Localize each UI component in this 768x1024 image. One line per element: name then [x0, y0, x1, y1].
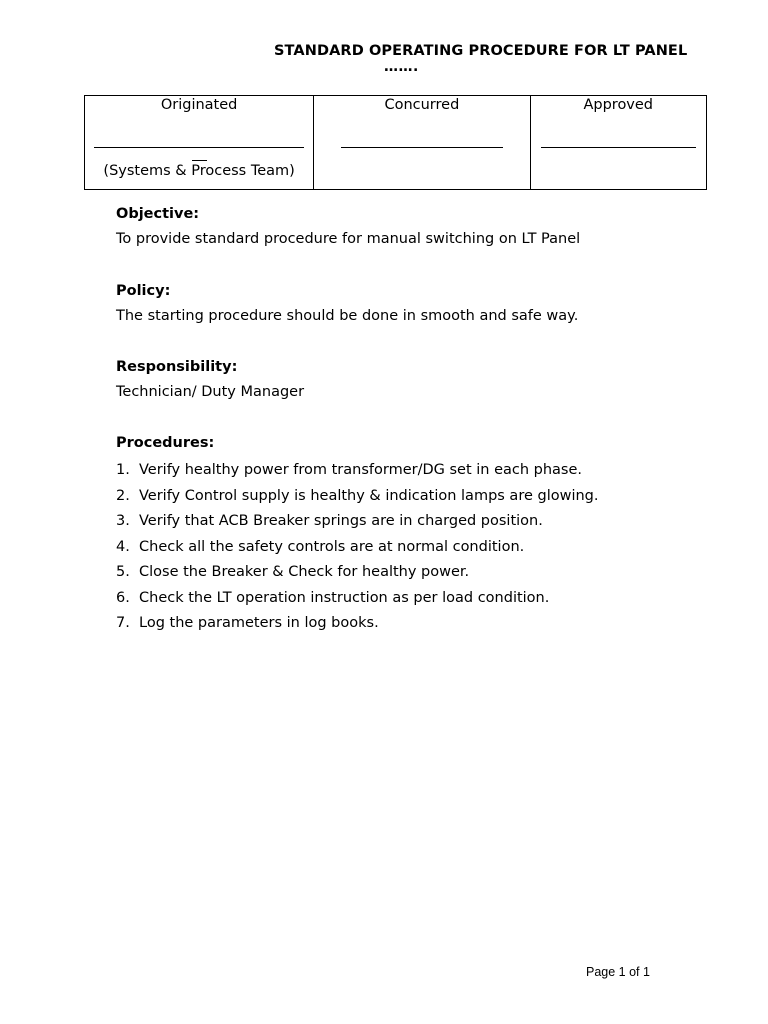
procedure-text: Check all the safety controls are at normal condition. [139, 538, 525, 555]
procedure-list [116, 460, 599, 639]
objective-text: To provide standard procedure for manual switching on LT Panel [116, 231, 581, 247]
procedure-item [116, 537, 599, 563]
approved-signature-line [541, 147, 696, 148]
approved-cell [530, 96, 706, 190]
procedure-text: Verify healthy power from transformer/DG set in each phase. [139, 462, 583, 478]
title-ellipsis: ……. [384, 59, 419, 75]
procedure-item [116, 511, 599, 537]
originated-label: Originated [160, 97, 238, 113]
procedure-text: Verify Control supply is healthy & indication lamps are glowing. [139, 487, 599, 504]
procedure-number: 2. [116, 487, 130, 504]
originated-signature-line [94, 147, 304, 148]
originated-team-note: (Systems & Process Team) [103, 163, 295, 179]
originated-cell [85, 96, 314, 190]
procedure-number: 4. [116, 538, 130, 555]
page-title: STANDARD OPERATING PROCEDURE FOR LT PANEL [274, 43, 688, 59]
procedure-item [116, 613, 599, 639]
procedure-number: 1. [116, 462, 130, 478]
responsibility-heading: Responsibility: [116, 359, 238, 375]
approval-table [84, 95, 707, 190]
procedure-item [116, 460, 599, 486]
concurred-signature-line [341, 147, 502, 148]
procedures-heading: Procedures: [116, 435, 215, 451]
policy-heading: Policy: [116, 283, 171, 299]
procedure-item [116, 486, 599, 512]
procedure-item [116, 562, 599, 588]
procedure-number: 7. [116, 615, 130, 631]
policy-text: The starting procedure should be done in smooth and safe way. [116, 308, 579, 324]
objective-heading: Objective: [116, 206, 200, 222]
originated-signature-line-tail [192, 160, 207, 161]
procedure-number: 6. [116, 589, 130, 606]
procedure-item [116, 588, 599, 614]
concurred-label: Concurred [384, 97, 460, 113]
procedure-text: Check the LT operation instruction as per load condition. [139, 589, 550, 606]
procedure-number: 3. [116, 513, 130, 529]
procedure-text: Log the parameters in log books. [139, 615, 379, 631]
approved-label: Approved [583, 97, 654, 113]
responsibility-text: Technician/ Duty Manager [116, 384, 305, 400]
page-number-footer: Page 1 of 1 [586, 965, 650, 979]
procedure-text: Close the Breaker & Check for healthy power. [139, 564, 470, 580]
procedure-number: 5. [116, 564, 130, 580]
concurred-cell [314, 96, 530, 190]
procedure-text: Verify that ACB Breaker springs are in charged position. [139, 513, 543, 529]
